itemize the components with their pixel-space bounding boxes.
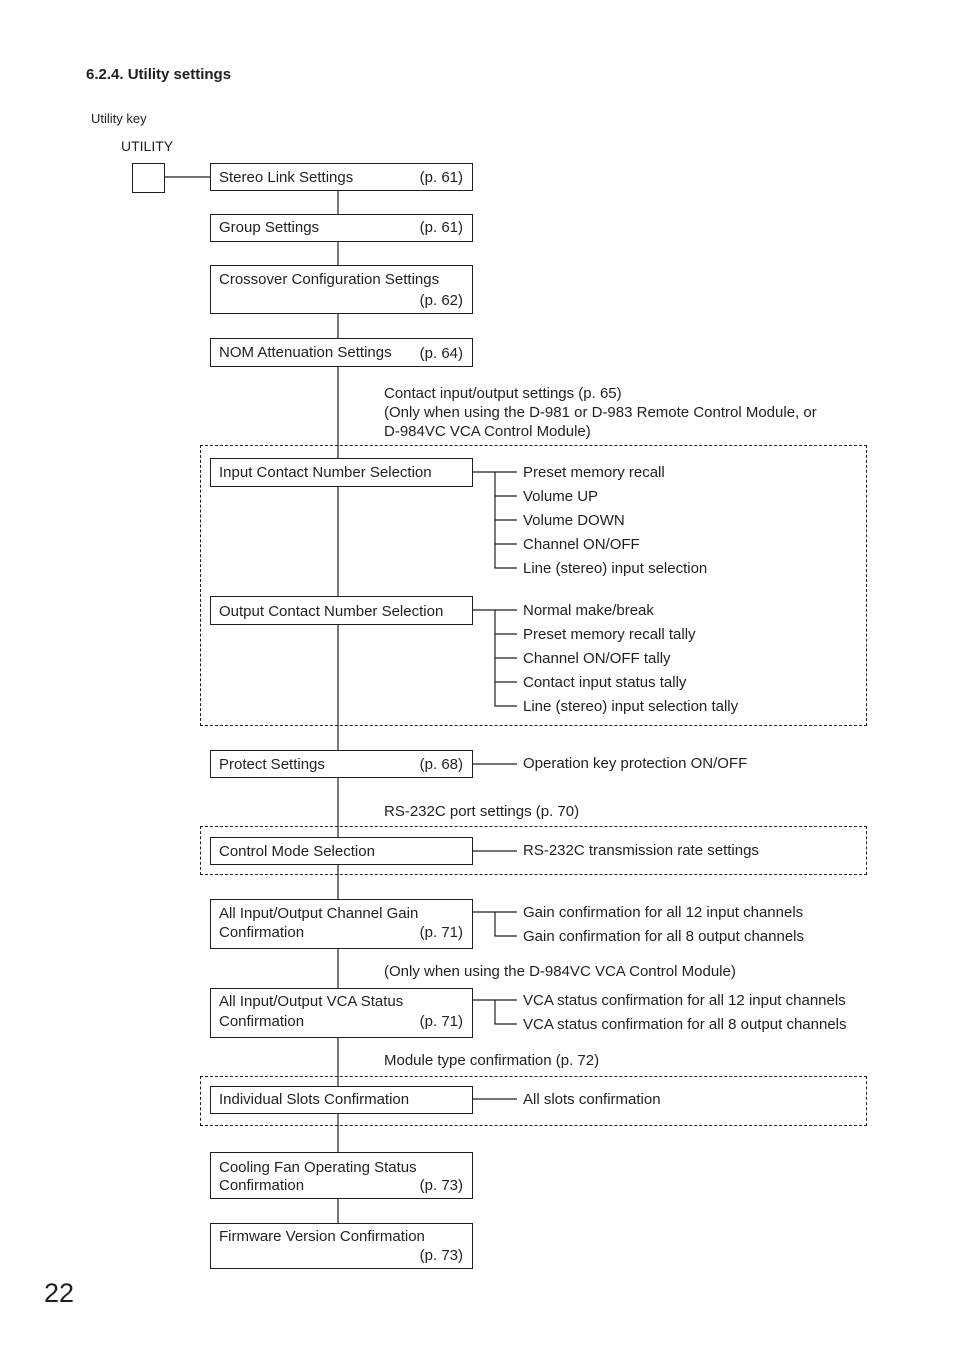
page-reference: (p. 73) [419, 1247, 463, 1264]
protect-settings-box [210, 750, 473, 778]
box-label: Firmware Version Confirmation [219, 1228, 425, 1245]
page-reference: (p. 71) [419, 924, 463, 941]
page-reference: (p. 73) [419, 1177, 463, 1194]
branch-item: Channel ON/OFF [523, 536, 640, 553]
branch-item: Preset memory recall [523, 464, 665, 481]
page-reference: (p. 71) [419, 1013, 463, 1030]
box-label: Stereo Link Settings [219, 169, 354, 186]
gain-branch-lines [472, 912, 517, 936]
branch-item: Line (stereo) input selection [523, 560, 708, 577]
stereo-link-settings-box [210, 163, 473, 191]
branch-item: VCA status confirmation for all 8 output channels [523, 1016, 847, 1033]
box-label-line-1: All Input/Output VCA Status [219, 993, 404, 1010]
individual-slots-confirmation-box [210, 1086, 473, 1114]
box-label: NOM Attenuation Settings [219, 344, 392, 361]
utility-key [132, 163, 165, 193]
page-reference: (p. 68) [419, 756, 463, 773]
section-title: 6.2.4. Utility settings [86, 66, 232, 83]
box-label-line-2: Confirmation [219, 924, 305, 941]
branch-item: Gain confirmation for all 8 output channels [523, 928, 804, 945]
branch-item: Contact input status tally [523, 674, 687, 691]
module-type-note: Module type confirmation (p. 72) [384, 1052, 600, 1069]
branch-item: All slots confirmation [523, 1091, 661, 1108]
utility-key-caption: Utility key [91, 111, 147, 126]
box-label: Group Settings [219, 219, 320, 236]
firmware-version-confirmation-box [210, 1223, 473, 1269]
box-label: Crossover Configuration Settings [219, 271, 440, 288]
branch-item: Channel ON/OFF tally [523, 650, 671, 667]
branch-item: Volume UP [523, 488, 599, 505]
page-reference: (p. 61) [419, 219, 463, 236]
branch-item: Operation key protection ON/OFF [523, 755, 748, 772]
gain-confirmation-box [210, 899, 473, 949]
box-label: Input Contact Number Selection [219, 464, 432, 481]
box-label: Output Contact Number Selection [219, 603, 444, 620]
contact-settings-title: Contact input/output settings (p. 65) [384, 385, 622, 402]
box-label-line-2: Confirmation [219, 1013, 305, 1030]
page-reference: (p. 64) [419, 345, 463, 362]
box-label: Control Mode Selection [219, 843, 375, 860]
output-contact-selection-box [210, 596, 473, 625]
branch-item: VCA status confirmation for all 12 input channels [523, 992, 846, 1009]
branch-item: Volume DOWN [523, 512, 625, 529]
crossover-settings-box [210, 265, 473, 314]
contact-settings-note-1: (Only when using the D-981 or D-983 Remote Control Module, or [384, 404, 817, 421]
box-label-line-1: All Input/Output Channel Gain [219, 905, 419, 922]
vca-only-note: (Only when using the D-984VC VCA Control Module) [384, 963, 736, 980]
branch-item: RS-232C transmission rate settings [523, 842, 759, 859]
branch-item: Line (stereo) input selection tally [523, 698, 739, 715]
box-label: Protect Settings [219, 756, 325, 773]
box-label-line-2: Confirmation [219, 1177, 305, 1194]
nom-attenuation-settings-box [210, 338, 473, 367]
rs232c-note: RS-232C port settings (p. 70) [384, 803, 580, 820]
page-reference: (p. 62) [419, 292, 463, 309]
box-label-line-1: Cooling Fan Operating Status [219, 1159, 417, 1176]
page-number: 22 [44, 1278, 75, 1308]
page-reference: (p. 61) [419, 169, 463, 186]
group-settings-box [210, 214, 473, 242]
cooling-fan-confirmation-box [210, 1152, 473, 1199]
vca-confirmation-box [210, 988, 473, 1038]
branch-item: Normal make/break [523, 602, 654, 619]
box-label: Individual Slots Confirmation [219, 1091, 410, 1108]
utility-key-label: UTILITY [121, 138, 174, 154]
branch-item: Gain confirmation for all 12 input channels [523, 904, 804, 921]
contact-settings-note-2: D-984VC VCA Control Module) [384, 423, 591, 440]
vca-branch-lines [472, 1000, 517, 1024]
input-contact-selection-box [210, 458, 473, 487]
branch-item: Preset memory recall tally [523, 626, 696, 643]
control-mode-selection-box [210, 837, 473, 865]
